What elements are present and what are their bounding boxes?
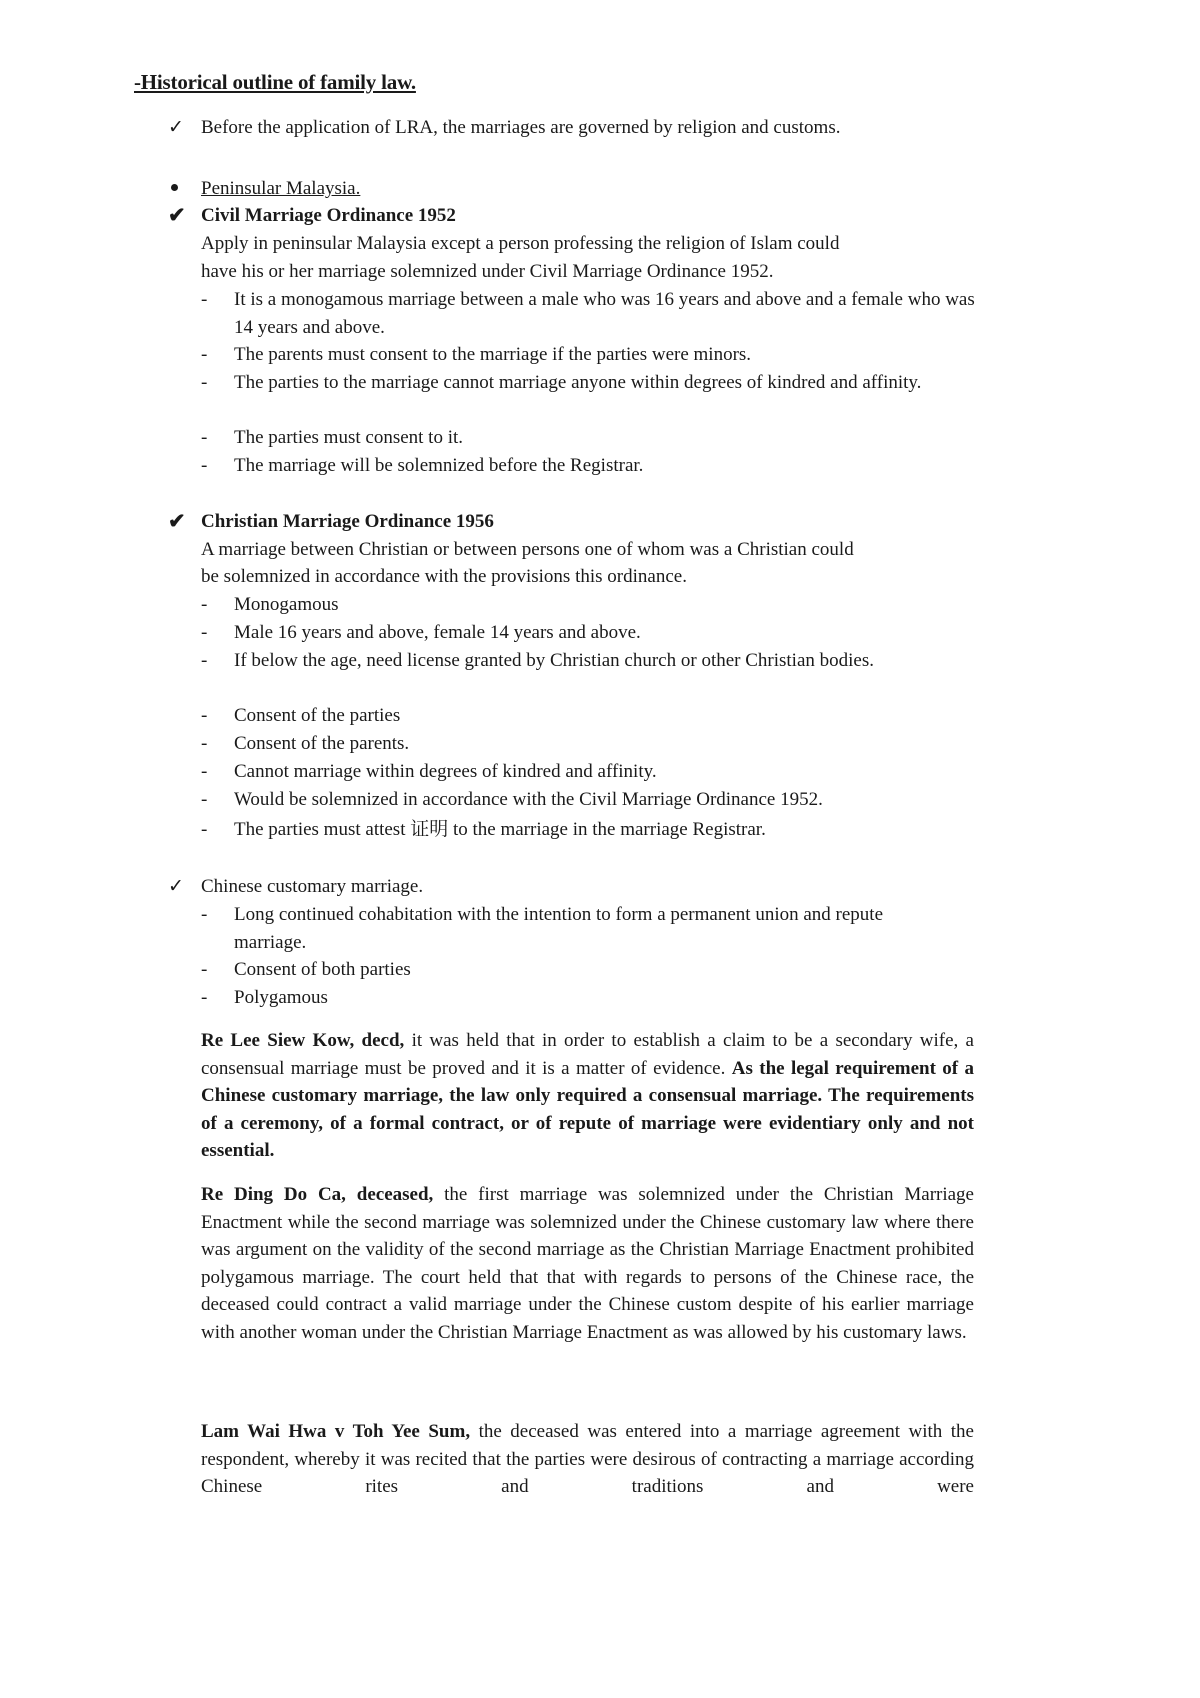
check-icon: ✓ [168,876,184,897]
chinese-point: Consent of both parties [234,959,411,980]
civil-point: The parties must consent to it. [234,427,464,448]
case-paragraph [201,1418,974,1501]
case-text: it was held that in order to establish a claim to be a secondary wife, a consensual marriage must be proved and it is a matter of evidence. [201,1030,974,1079]
case-name: Lam Wai Hwa v Toh Yee Sum, [201,1421,471,1442]
check-icon: ✔ [168,509,186,533]
christian-point: If below the age, need license granted by Christian church or other Christian bodies. [234,650,874,671]
case-paragraph [201,1027,974,1165]
dash-marker: - [201,761,208,782]
chinese-point: Long continued cohabitation with the intention to form a permanent union and repute marriage. [234,904,883,953]
check-icon: ✓ [168,117,184,138]
dash-marker: - [201,594,208,615]
dash-marker: - [201,622,208,643]
civil-point: It is a monogamous marriage between a male who was 16 years and above and a female who was 14 years and above. [234,289,975,338]
check-icon: ✔ [168,203,186,227]
christian-heading: Christian Marriage Ordinance 1956 [201,511,494,532]
peninsular-heading: Peninsular Malaysia. [201,178,361,199]
chinese-point: Polygamous [234,987,328,1008]
civil-point: The marriage will be solemnized before the Registrar. [234,455,644,476]
christian-point: Consent of the parties [234,705,401,726]
christian-point: Consent of the parents. [234,733,410,754]
case-holding: As the legal requirement of a Chinese customary marriage, the law only required a consensual marriage. The requirements of a ceremony, of a formal contract, or of repute of marriage were evidentiary only and not essential. [201,1057,974,1162]
document-title: -Historical outline of family law. [134,70,416,94]
dash-marker: - [201,819,208,840]
civil-point: The parties to the marriage cannot marriage anyone within degrees of kindred and affinity. [234,372,922,393]
christian-point: The parties must attest 证明 to the marriage in the marriage Registrar. [234,819,766,840]
case-text: the first marriage was solemnized under the Christian Marriage Enactment while the second marriage was solemnized under the Chinese customary law where there was argument on the validity of the second marriage as the Christian Marriage Enactment prohibited polygamous marriage. The court held that that with regards to persons of the Chinese race, the deceased could contract a valid marriage under the Chinese custom despite of his earlier marriage with another woman under the Christian Marriage Enactment as was allowed by his customary laws. [201,1184,974,1343]
civil-description-line: Apply in peninsular Malaysia except a person professing the religion of Islam could [201,233,840,254]
chinese-heading: Chinese customary marriage. [201,876,424,897]
case-name: Re Lee Siew Kow, decd, [201,1030,405,1051]
intro-text: Before the application of LRA, the marriages are governed by religion and customs. [201,117,841,138]
dash-marker: - [201,705,208,726]
civil-point: The parents must consent to the marriage if the parties were minors. [234,344,752,365]
dash-marker: - [201,344,208,365]
dash-marker: - [201,959,208,980]
dash-marker: - [201,372,208,393]
case-name: Re Ding Do Ca, deceased, [201,1184,434,1205]
dash-marker: - [201,650,208,671]
christian-point: Male 16 years and above, female 14 years and above. [234,622,641,643]
christian-description-line: be solemnized in accordance with the provisions this ordinance. [201,566,687,587]
dash-marker: - [201,733,208,754]
dash-marker: - [201,789,208,810]
christian-point: Cannot marriage within degrees of kindred and affinity. [234,761,657,782]
case-paragraph [201,1181,974,1347]
dash-marker: - [201,427,208,448]
case-text: the deceased was entered into a marriage agreement with the respondent, whereby it was recited that the parties were desirous of contracting a marriage according Chinese rites and traditions and were [201,1421,974,1498]
christian-point: Monogamous [234,594,339,615]
dash-marker: - [201,289,208,310]
dash-marker: - [201,987,208,1008]
christian-description-line: A marriage between Christian or between persons one of whom was a Christian could [201,539,854,560]
civil-heading: Civil Marriage Ordinance 1952 [201,205,456,226]
bullet-icon [171,184,178,191]
dash-marker: - [201,904,208,925]
dash-marker: - [201,455,208,476]
christian-point: Would be solemnized in accordance with the Civil Marriage Ordinance 1952. [234,789,823,810]
civil-description-line: have his or her marriage solemnized under Civil Marriage Ordinance 1952. [201,261,774,282]
